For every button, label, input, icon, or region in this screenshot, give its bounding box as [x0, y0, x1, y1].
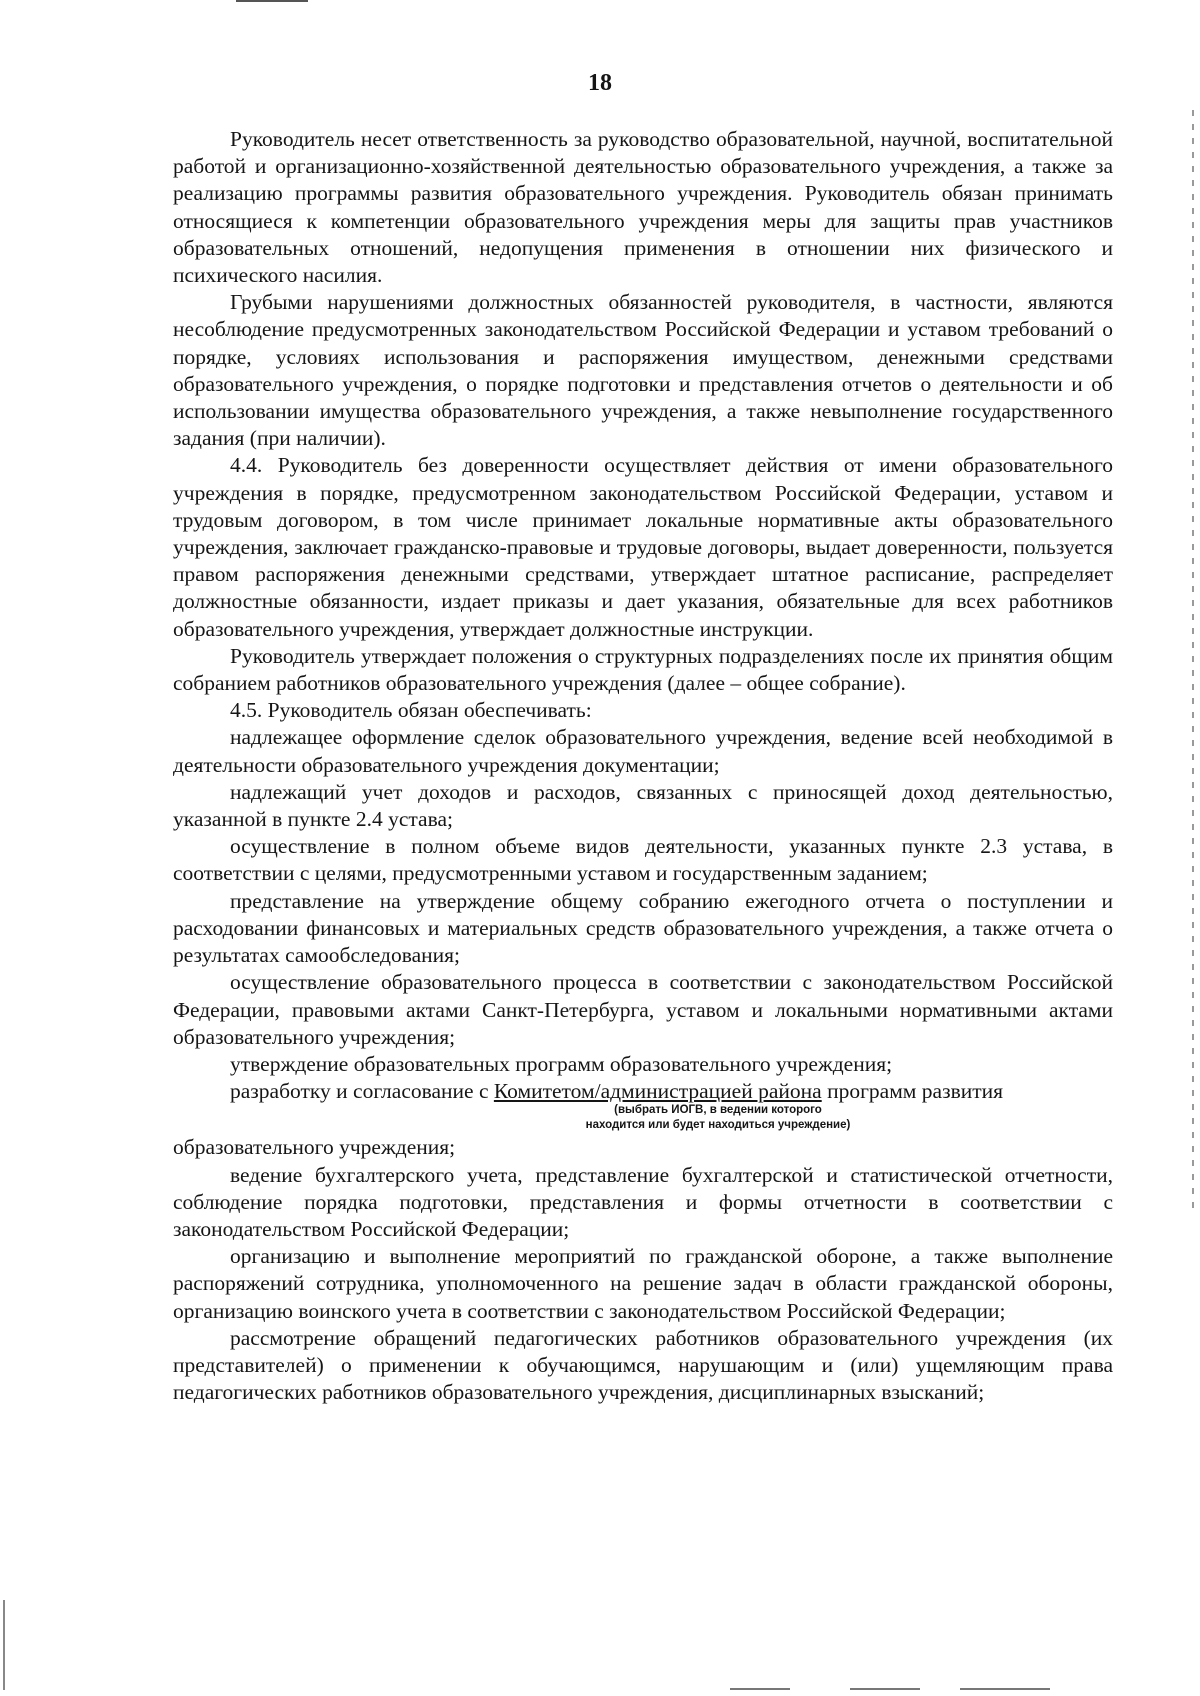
paragraph: утверждение образовательных программ образовательного учреждения; [230, 1051, 893, 1076]
paragraph: представление на утверждение общему собранию ежегодного отчета о поступлении и расходовании финансовых и материальных средств образовательного учреждения, а также отчета о результатах самообследования; [173, 888, 1113, 968]
paragraph-text: разработку и согласование с [230, 1079, 494, 1104]
paragraph: надлежащий учет доходов и расходов, связанных с приносящей доход деятельностью, указанной в пункте 2.4 устава; [173, 779, 1113, 832]
paragraph-text: программ развития [821, 1079, 1004, 1104]
paragraph: организацию и выполнение мероприятий по гражданской обороне, а также выполнение распоряжений сотрудника, уполномоченного на решение задач в области гражданской обороны, организацию воинского учета в соответствии с законодательством Российской Федерации; [173, 1244, 1113, 1323]
field-hint [173, 1103, 1113, 1132]
page-number: 18 [588, 70, 612, 96]
scan-artifact-top [236, 0, 308, 2]
paragraph: ведение бухгалтерского учета, представление бухгалтерской и статистической отчетности, соблюдение порядка подготовки, представления и формы отчетности в соответствии с законодательством Российской Федерации; [173, 1162, 1113, 1241]
paragraph: 4.5. Руководитель обязан обеспечивать: [230, 698, 592, 723]
paragraph: осуществление образовательного процесса в соответствии с законодательством Российской Федерации, правовыми актами Санкт-Петербурга, уставом и локальными нормативными актами образовательного учреждения; [173, 970, 1113, 1049]
scan-artifact-right-edge [1192, 110, 1194, 1210]
paragraph [173, 1078, 1113, 1105]
field-hint-line: (выбрать ИОГВ, в ведении которого [614, 1104, 822, 1117]
paragraph: надлежащее оформление сделок образовательного учреждения, ведение всей необходимой в деятельности образовательного учреждения документации; [173, 725, 1113, 777]
scan-artifact-left-edge [3, 1600, 5, 1690]
scan-artifact-bottom [850, 1688, 920, 1690]
paragraph: 4.4. Руководитель без доверенности осуществляет действия от имени образовательного учреждения в порядке, предусмотренном законодательством Российской Федерации, уставом и трудовым договором, в том числе принимает локальные нормативные акты образовательного учреждения, заключает гражданско-правовые и трудовые договоры, выдает доверенности, пользуется правом распоряжения денежными средствами, утверждает штатное расписание, распределяет должностные обязанности, издает приказы и дает указания, обязательные для всех работников образовательного учреждения, утверждает должностные инструкции. [173, 453, 1113, 641]
paragraph-continuation: образовательного учреждения; [173, 1135, 456, 1160]
paragraph: Руководитель несет ответственность за руководство образовательной, научной, воспитательной работой и организационно-хозяйственной деятельностью образовательного учреждения, а также за реализацию программы развития образовательного учреждения. Руководитель обязан принимать относящиеся к компетенции образовательного учреждения меры для защиты прав участников образовательных отношений, недопущения применения в отношении них физического и психического насилия. [173, 127, 1113, 288]
paragraph: рассмотрение обращений педагогических работников образовательного учреждения (их представителей) о применении к обучающимся, нарушающим и (или) ущемляющим права педагогических работников образовательного учреждения, дисциплинарных взысканий; [173, 1325, 1113, 1405]
paragraph: осуществление в полном объеме видов деятельности, указанных пункте 2.3 устава, в соответствии с целями, предусмотренными уставом и государственным заданием; [173, 834, 1113, 886]
field-hint-line: находится или будет находиться учреждение) [585, 1118, 851, 1131]
document-body [173, 126, 1113, 1406]
scan-artifact-bottom [960, 1688, 1050, 1690]
fill-in-field: Комитетом/администрацией района [493, 1079, 822, 1104]
scan-artifact-bottom [730, 1688, 790, 1690]
paragraph: Руководитель утверждает положения о структурных подразделениях после их принятия общим собранием работников образовательного учреждения (далее – общее собрание). [173, 643, 1113, 696]
paragraph: Грубыми нарушениями должностных обязанностей руководителя, в частности, являются несоблюдение предусмотренных законодательством Российской Федерации и уставом требований о порядке, условиях использования и распоряжения имуществом, денежными средствами образовательного учреждения, о порядке подготовки и представления отчетов о деятельности и об использовании имущества образовательного учреждения, а также невыполнение государственного задания (при наличии). [173, 290, 1113, 451]
